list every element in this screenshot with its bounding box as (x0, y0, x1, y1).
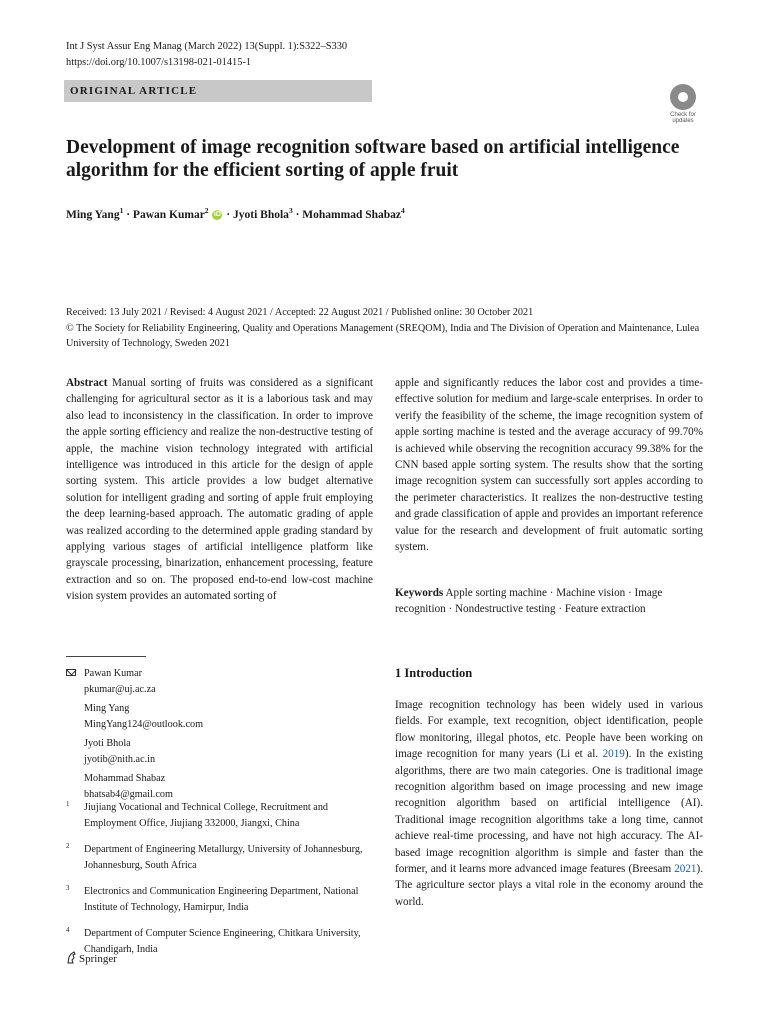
citation-link[interactable]: 2019 (602, 748, 625, 761)
abstract-left-column (66, 375, 373, 605)
doi-link[interactable]: https://doi.org/10.1007/s13198-021-01415-1 (66, 57, 252, 68)
contact-entry (66, 736, 373, 767)
affiliation-number: 2 (66, 842, 70, 850)
introduction-text (395, 697, 703, 910)
affiliation (66, 800, 373, 831)
history-dates: Received: 13 July 2021 / Revised: 4 August 2021 / Accepted: 22 August 2021 / Published online: 30 October 2021 (66, 307, 534, 318)
author-affil-number: 4 (401, 206, 405, 215)
author-name: Ming Yang (66, 208, 120, 221)
contact-name: Jyoti Bhola (84, 738, 131, 749)
footnote-divider (66, 656, 146, 657)
contact-email[interactable]: bhatsab4@gmail.com (84, 788, 173, 800)
contact-entry (66, 701, 373, 732)
author-name: Mohammad Shabaz (302, 208, 402, 221)
author-affil-number: 3 (288, 206, 293, 215)
affiliation (66, 884, 373, 915)
springer-horse-icon (66, 951, 77, 964)
abstract-text-continued: apple and significantly reduces the labor cost and provides a time-effective solution for medium and large-scale enterprises. In order to verify the feasibility of the scheme, the image recognition system of apple sorting machine is tested and the average accuracy of 99.70% is achieved while observing the recognition accuracy 99.38% for the CNN based apple sorting system. The results show that the sorting image recognition system can successfully sort apples according to the perimeter characteristics. It realizes the non-destructive testing and grade classification of apple and provides an important reference value for the research and development of fruit automatic sorting system. (395, 377, 703, 554)
contact-email[interactable]: MingYang124@outlook.com (84, 718, 204, 730)
intro-text-part: Image recognition technology has been widely used in various fields. For example, text recognition, object identification, people flow monitoring, illegal photos, etc. People have been working on image recognition for many years (Li et al. (395, 699, 703, 761)
keywords-list: Apple sorting machine · Machine vision · Image recognition · Nondestructive testing · Feature extraction (395, 587, 663, 616)
publisher-name: Springer (79, 953, 117, 965)
affiliation-number: 1 (66, 800, 70, 808)
journal-citation: Int J Syst Assur Eng Manag (March 2022) 13(Suppl. 1):S322–S330 (66, 41, 348, 52)
affiliation-text: Department of Engineering Metallurgy, University of Johannesburg, Johannesburg, South Africa (84, 844, 363, 871)
corresponding-author (66, 666, 373, 697)
affiliation-number: 4 (66, 926, 70, 934)
affiliations-block (66, 800, 373, 968)
author-name: Pawan Kumar (132, 208, 205, 221)
intro-text-part: ). In the existing algorithms, there are two main categories. One is traditional image recognition algorithm based on image processing and new image recognition algorithm based on artificial intelligence (AI). Traditional image recognition algorithms take a long time, cannot achieve real-time processing, and have not high accuracy. The AI-based image recognition algorithm is simple and faster than the former, and it learns more advanced image features (Breesam (395, 748, 703, 876)
envelope-icon (66, 669, 76, 676)
citation-link[interactable]: 2021 (674, 863, 697, 876)
author-affil-number: 1 (119, 206, 124, 215)
keywords-block (395, 585, 703, 618)
author-affil-number: 2 (204, 206, 209, 215)
section-heading-introduction: 1 Introduction (395, 666, 473, 680)
article-type-banner: ORIGINAL ARTICLE (64, 80, 372, 102)
contact-name: Mohammad Shabaz (84, 773, 166, 784)
contact-email[interactable]: jyotib@nith.ac.in (84, 753, 156, 765)
check-for-updates-badge[interactable] (664, 84, 702, 124)
affiliation-text: Department of Computer Science Engineering, Chitkara University, Chandigarh, India (84, 928, 361, 955)
contact-name: Pawan Kumar (84, 668, 142, 679)
contact-email[interactable]: pkumar@uj.ac.za (84, 683, 156, 695)
contact-entry (66, 771, 373, 802)
author-list: Ming Yang$^1$ · Pawan Kumar$^2$ iD · Jyoti Bhola$^3$ · Mohammad Shabaz$^4$ (66, 206, 405, 221)
keywords-label: Keywords (395, 587, 444, 599)
paper-title: Development of image recognition software based on artificial intelligence algorithm for the efficient sorting of apple fruit (66, 137, 680, 181)
copyright-notice: © The Society for Reliability Engineering, Quality and Operations Management (SREQOM), India and The Division of Operation and Maintenance, Lulea University of Technology, Sweden 2021 (66, 322, 700, 349)
abstract-text: Manual sorting of fruits was considered as a significant challenging for agricultural sector as it is a laborious task and may also lead to inconsistency in the classification. In order to improve the apple sorting efficiency and realize the non-destructive testing of apple, the machine vision technology integrated with artificial intelligence was introduced in this article for the design of apple sorting system. This article provides a low budget alternative solution for intelligent grading and sorting of apple fruit employing the deep learning-based approach. The automatic grading of apple was realized according to the determined apple grading standard by applying various stages of artificial intelligence platform like grayscale processing, binarization, enhancement processing, feature extraction and so on. The proposed end-to-end low-cost machine vision system provides an automated sorting of (66, 377, 373, 603)
publisher-logo (66, 951, 117, 967)
affiliation-text: Electronics and Communication Engineering Department, National Institute of Technology, Hamirpur, India (84, 886, 359, 913)
affiliation (66, 842, 373, 873)
correspondence-block (66, 666, 373, 806)
intro-text-part: ). The agriculture sector plays a vital role in the economy around the world. (395, 863, 703, 908)
affiliation-number: 3 (66, 884, 70, 892)
abstract-right-column (395, 375, 703, 555)
contact-name: Ming Yang (84, 703, 130, 714)
journal-header (66, 39, 347, 71)
affiliation-text: Jiujiang Vocational and Technical College, Recruitment and Employment Office, Jiujiang 332000, Jiangxi, China (84, 802, 329, 829)
updates-icon (670, 84, 696, 110)
author-name: Jyoti Bhola (233, 208, 289, 221)
abstract-label: Abstract (66, 377, 108, 389)
updates-label: Check for updates (670, 112, 696, 124)
orcid-icon[interactable]: iD (213, 211, 221, 219)
publication-history (66, 305, 706, 352)
